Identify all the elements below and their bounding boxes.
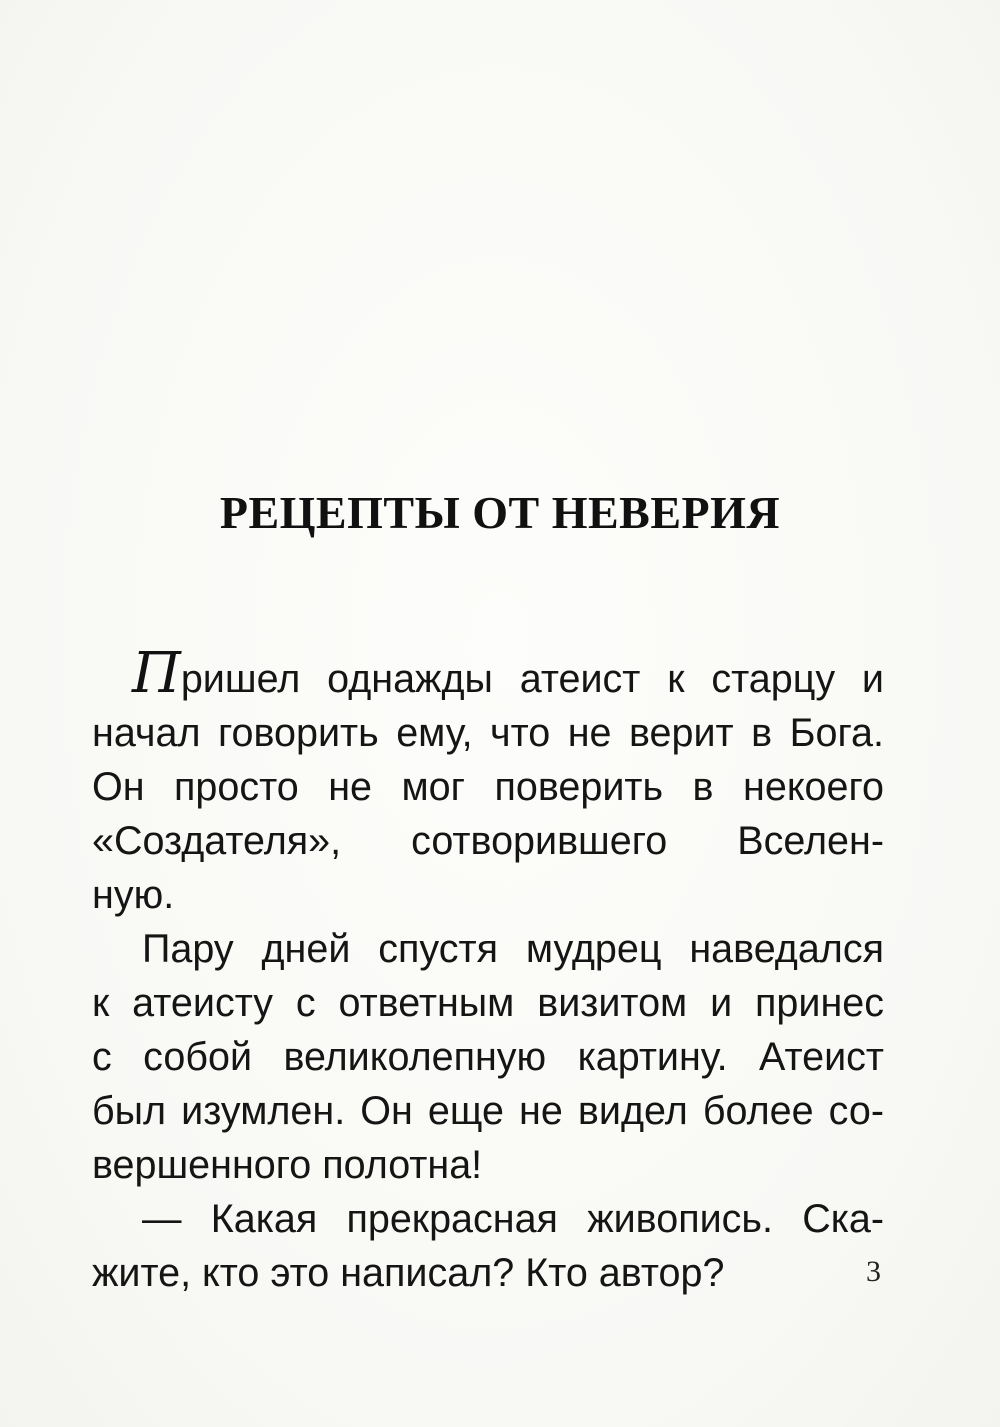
paragraph-1-line-4: «Создателя», сотворившего Вселен- [92, 819, 884, 863]
paragraph-3-line-1: — Какая прекрасная живопись. Ска- [142, 1197, 884, 1241]
paragraph-1 [92, 641, 884, 922]
paragraph-3 [92, 1192, 884, 1300]
paragraph-2 [92, 922, 884, 1192]
paragraph-3-line-2: жите, кто это написал? Кто автор? [92, 1251, 725, 1295]
paragraph-2-line-1: Пару дней спустя мудрец наведался [142, 927, 884, 971]
chapter-title: РЕЦЕПТЫ ОТ НЕВЕРИЯ [219, 487, 781, 538]
paragraph-2-line-5: вершенного полотна! [92, 1143, 483, 1187]
paragraph-1-line-2: начал говорить ему, что не верит в Бога. [92, 711, 884, 755]
drop-cap: П [132, 641, 181, 706]
paragraph-2-line-3: с собой великолепную картину. Атеист [92, 1035, 884, 1079]
body-text [92, 641, 884, 1300]
paragraph-1-line-3: Он просто не мог поверить в некоего [92, 765, 884, 809]
paragraph-2-line-4: был изумлен. Он еще не видел более со- [92, 1089, 884, 1133]
paragraph-1-line-1: Пришел однажды атеист к старцу и [132, 641, 884, 706]
paragraph-1-line-5: ную. [92, 873, 175, 917]
paragraph-2-line-2: к атеисту с ответным визитом и принес [92, 981, 884, 1025]
page-number: 3 [866, 1255, 881, 1288]
